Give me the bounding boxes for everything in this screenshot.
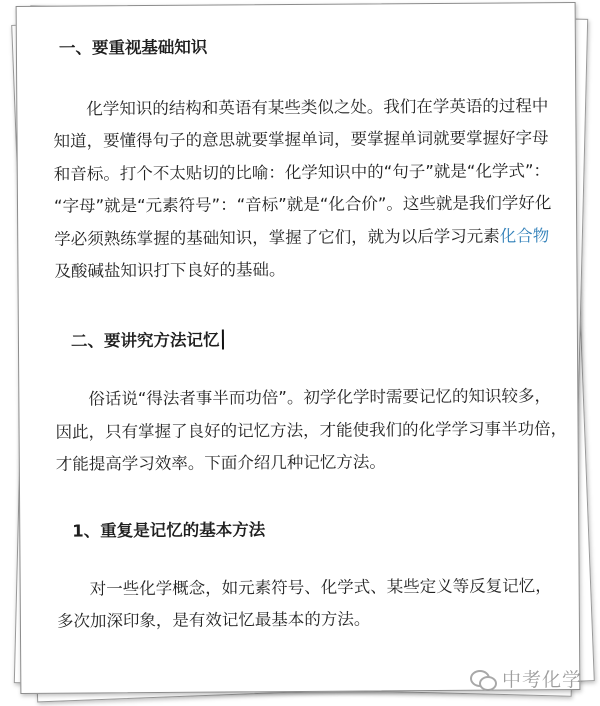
paper-front-sheet	[16, 2, 581, 694]
paragraph-line: 化学知识的结构和英语有某些类似之处。我们在学英语的过程中	[86, 96, 549, 119]
paragraph-line: 俗话说“得法者事半而功倍”。初学化学时需要记忆的知识较多，	[88, 386, 552, 409]
document-body	[53, 23, 573, 638]
section-heading-3: 1、重复是记忆的基本方法	[72, 519, 266, 541]
section-2-paragraph	[55, 381, 572, 482]
section-heading-2	[71, 327, 571, 354]
section-3-paragraph	[57, 570, 573, 638]
paragraph-line: 因此，只有掌握了良好的记忆方法，才能使我们的化学学习事半功倍，	[55, 418, 568, 442]
section-heading-2-text: 二、要讲究方法记忆	[70, 330, 220, 352]
watermark-text: 中考化学	[501, 669, 582, 691]
paragraph-line: 和音标。打个不太贴切的比喻：化学知识中的“句子”就是“化学式”：	[53, 161, 551, 184]
compound-link[interactable]: 化合物	[499, 225, 550, 246]
paragraph-line: 才能提高学习效率。下面介绍几种记忆方法。	[55, 452, 386, 474]
text-cursor	[221, 330, 223, 350]
section-1-paragraph	[53, 90, 570, 288]
paragraph-line: “字母”就是“元素符号”：“音标”就是“化合价”。这些就是我们学好化	[53, 193, 552, 216]
paragraph-line: 知道，要懂得句子的意思就要掌握单词，要掌握单词就要掌握好字母	[53, 128, 549, 152]
paragraph-line-text: 学必须熟练掌握的基础知识，掌握了它们，就为以后学习元素	[54, 226, 500, 249]
wechat-icon	[470, 668, 496, 690]
paragraph-line: 多次加深印象，是有效记忆最基本的方法。	[56, 609, 371, 631]
paragraph-line: 及酸碱盐知识打下良好的基础。	[54, 260, 286, 281]
paragraph-line: 对一些化学概念，如元素符号、化学式、某些定义等反复记忆，	[89, 575, 552, 599]
section-heading-1: 一、要重视基础知识	[58, 37, 208, 58]
watermark	[470, 665, 582, 692]
paragraph-line	[54, 220, 570, 256]
